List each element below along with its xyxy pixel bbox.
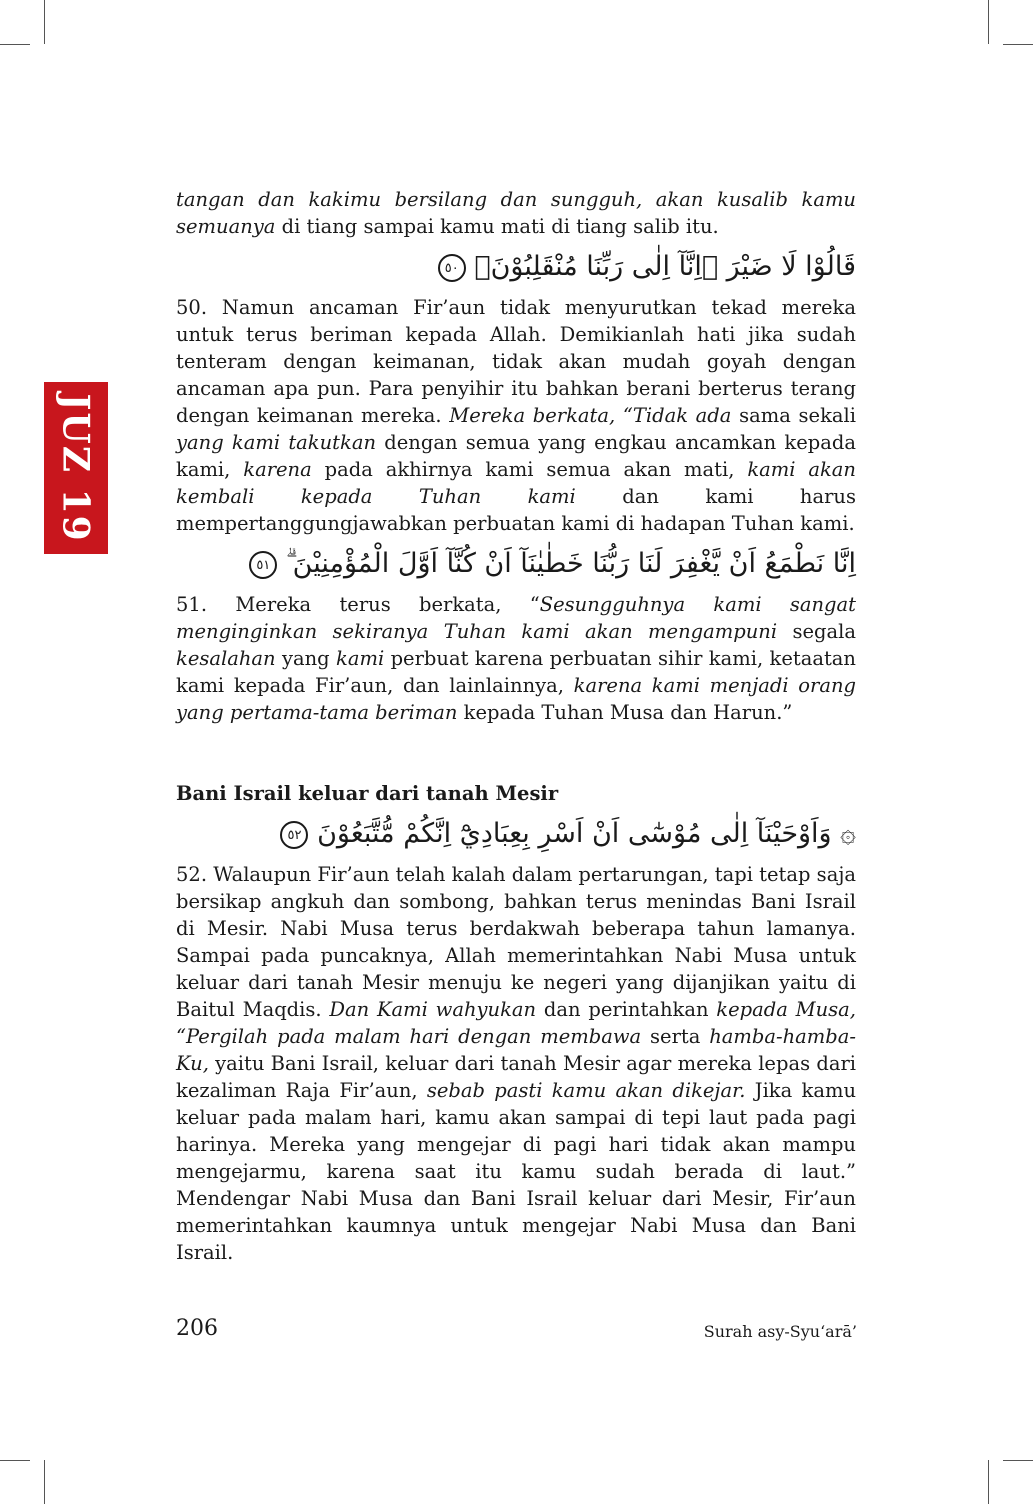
- ayah-number-50: ٥٠: [438, 254, 466, 282]
- text-run: dan perintahkan: [536, 998, 717, 1021]
- section-heading: Bani Israil keluar dari tanah Mesir: [176, 782, 559, 805]
- italic-text-run: kami akan kembali kepada Tuhan kami: [176, 458, 856, 508]
- italic-text-run: tangan dan kakimu bersilang dan sungguh, akan kusalib kamu semuanya: [176, 188, 856, 238]
- ayah-52-text: ۞ وَاَوْحَيْنَآ اِلٰى مُوْسٰٓى اَنْ اَسْرِ بِعِبَادِيْٓ اِنَّكُمْ مُّتَّبَعُوْنَ: [317, 818, 856, 849]
- italic-text-run: Sesungguhnya kami sangat menginginkan sekiranya Tuhan kami akan mengampuni: [176, 593, 857, 643]
- tafsir-paragraph-52: [176, 861, 856, 1266]
- text-run: yaitu Bani Israil, keluar dari tanah Mesir agar mereka lepas dari kezaliman Raja Fir’aun,: [176, 1052, 856, 1102]
- italic-text-run: yang kami takutkan: [176, 431, 377, 454]
- crop-mark: [0, 1460, 30, 1461]
- text-run: dengan semua yang engkau ancamkan kepada kami,: [176, 431, 856, 481]
- crop-mark: [0, 44, 30, 45]
- text-run: 52. Walaupun Fir’aun telah kalah dalam pertarungan, tapi tetap saja bersikap angkuh dan sombong, bahkan terus menindas Bani Israil di Mesir. Nabi Musa terus berdakwah beberapa tahun lamanya. Sampai pada puncaknya, Allah memerintahkan Nabi Musa untuk keluar dari tanah Mesir menuju ke negeri yang dijanjikan yaitu di Baitul Maqdis.: [176, 863, 856, 1021]
- juz-tab: [44, 382, 108, 554]
- page-content: [176, 186, 856, 1266]
- ayah-51-text: اِنَّا نَطْمَعُ اَنْ يَّغْفِرَ لَنَا رَبُّنَا خَطٰيٰنَآ اَنْ كُنَّآ اَوَّلَ الْمُؤْمِنِيْنَ ۗ: [285, 548, 856, 579]
- crop-mark: [44, 0, 45, 44]
- crop-mark: [1003, 1460, 1033, 1461]
- section-spacer: [176, 726, 856, 780]
- text-run: pada akhirnya kami semua akan mati,: [311, 458, 748, 481]
- italic-text-run: sebab pasti kamu akan dikejar.: [426, 1079, 746, 1102]
- text-run: yang: [275, 647, 337, 670]
- crop-mark: [988, 1460, 989, 1504]
- intro-paragraph: [176, 186, 856, 240]
- surah-name: Surah asy-Syu‘arā’: [703, 1322, 857, 1341]
- text-run: 51. Mereka terus berkata, “: [176, 593, 540, 616]
- tafsir-paragraph-50: [176, 294, 856, 537]
- ayah-50: [176, 240, 856, 294]
- italic-text-run: kami: [336, 647, 385, 670]
- italic-text-run: Mereka berkata, “Tidak ada: [449, 404, 732, 427]
- ayah-50-text: قَالُوْا لَا ضَيْرَ ۖاِنَّآ اِلٰى رَبِّنَا مُنْقَلِبُوْنَۚ: [474, 251, 856, 282]
- tafsir-paragraph-51: [176, 591, 856, 726]
- text-run: di tiang sampai kamu mati di tiang salib itu.: [275, 215, 719, 238]
- ayah-51: [176, 537, 856, 591]
- text-run: Jika kamu keluar pada malam hari, kamu akan sampai di tepi laut pada pagi harinya. Mereka yang mengejar di pagi hari tidak akan mampu mengejarmu, karena saat itu kamu sudah berada di laut.” Mendengar Nabi Musa dan Bani Israil keluar dari Mesir, Fir’aun memerintahkan kaumnya untuk mengejar Nabi Musa dan Bani Israil.: [176, 1079, 856, 1264]
- italic-text-run: Dan Kami wahyukan: [329, 998, 537, 1021]
- italic-text-run: hamba-hamba-Ku,: [176, 1025, 856, 1075]
- ayah-number-51: ٥١: [249, 551, 277, 579]
- crop-mark: [44, 1460, 45, 1504]
- text-run: kepada Tuhan Musa dan Harun.”: [457, 701, 793, 724]
- ayah-number-52: ٥٢: [280, 821, 308, 849]
- crop-mark: [1003, 44, 1033, 45]
- ayah-52: [176, 807, 856, 861]
- text-run: 50. Namun ancaman Fir’aun tidak menyurutkan tekad mereka untuk terus beriman kepada Allah. Demikianlah hati jika sudah tenteram dengan keimanan, tidak akan mudah goyah dengan ancaman apa pun. Para penyihir itu bahkan berani berterus terang dengan keimanan mereka.: [176, 296, 856, 427]
- italic-text-run: karena: [243, 458, 312, 481]
- italic-text-run: karena kami menjadi orang yang pertama-tama beriman: [176, 674, 856, 724]
- juz-label: JUZ 19: [55, 393, 97, 543]
- crop-mark: [988, 0, 989, 44]
- text-run: sama sekali: [731, 404, 856, 427]
- text-run: dan kami harus mempertanggungjawabkan perbuatan kami di hadapan Tuhan kami.: [176, 485, 856, 535]
- text-run: segala: [777, 620, 856, 643]
- text-run: serta: [641, 1025, 710, 1048]
- italic-text-run: kepada Musa, “Pergilah pada malam hari dengan membawa: [176, 998, 856, 1048]
- text-run: perbuat karena perbuatan sihir kami, ketaatan kami kepada Fir’aun, dan lainlainnya,: [176, 647, 856, 697]
- italic-text-run: kesalahan: [176, 647, 276, 670]
- page-number: 206: [176, 1316, 218, 1341]
